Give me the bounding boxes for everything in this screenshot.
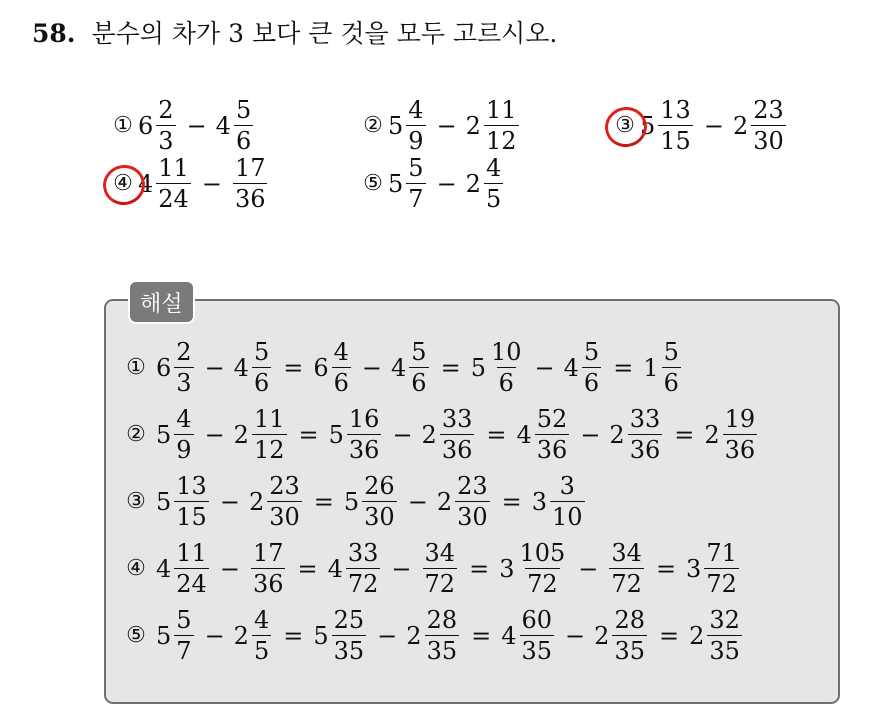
- numerator: 16: [348, 405, 380, 433]
- choice-4[interactable]: [108, 156, 269, 211]
- denominator: 5: [253, 637, 270, 665]
- denominator: 35: [426, 637, 458, 665]
- whole-number: 3: [686, 554, 702, 583]
- fraction: [156, 98, 175, 153]
- fraction: [658, 98, 693, 153]
- numerator: 26: [364, 472, 395, 500]
- whole-number: 5: [388, 111, 404, 140]
- solution-row-2: [122, 407, 759, 462]
- whole-number: 4: [215, 111, 231, 140]
- numerator: 4: [253, 606, 270, 634]
- denominator: 6: [663, 369, 679, 397]
- numerator: 5: [583, 338, 600, 366]
- whole-number: 4: [327, 554, 343, 583]
- whole-number: 2: [704, 420, 720, 449]
- denominator: 35: [333, 637, 365, 665]
- fraction: [267, 474, 302, 529]
- solution-row-3: [122, 474, 587, 529]
- numerator: 4: [485, 154, 502, 182]
- numerator: 13: [660, 96, 691, 124]
- whole-number: 5: [313, 621, 329, 650]
- choice-3[interactable]: [610, 98, 788, 153]
- equals-sign: =: [283, 621, 304, 650]
- denominator: 30: [457, 503, 488, 531]
- numerator: 32: [709, 606, 740, 634]
- fraction: [252, 608, 271, 663]
- numerator: 34: [611, 539, 642, 567]
- solution-row-4: [122, 541, 741, 596]
- numerator: 52: [536, 405, 568, 433]
- equals-sign: =: [469, 554, 490, 583]
- denominator: 72: [424, 570, 456, 598]
- denominator: 36: [441, 436, 473, 464]
- minus-sign: −: [186, 111, 207, 140]
- whole-number: 6: [313, 353, 329, 382]
- fraction: [440, 407, 475, 462]
- denominator: 72: [706, 570, 737, 598]
- denominator: 9: [408, 127, 424, 155]
- whole-number: 2: [732, 111, 749, 140]
- fraction: [332, 608, 367, 663]
- fraction: [628, 407, 663, 462]
- solution-marker: ①: [126, 355, 146, 380]
- numerator: 4: [408, 96, 424, 124]
- numerator: 28: [426, 606, 458, 634]
- whole-number: 4: [156, 554, 172, 583]
- fraction: [489, 340, 524, 395]
- numerator: 4: [333, 338, 349, 366]
- denominator: 30: [269, 503, 300, 531]
- fraction: [662, 340, 681, 395]
- solution-marker: ④: [126, 556, 146, 581]
- numerator: 5: [411, 338, 427, 366]
- minus-sign: −: [204, 420, 225, 449]
- whole-number: 3: [499, 554, 515, 583]
- denominator: 12: [485, 127, 517, 155]
- equals-sign: =: [658, 621, 680, 650]
- solution-marker: ③: [126, 489, 146, 514]
- whole-number: 2: [609, 420, 625, 449]
- fraction: [233, 156, 268, 211]
- denominator: 30: [753, 127, 784, 155]
- fraction: [406, 156, 425, 211]
- fraction: [517, 541, 567, 596]
- denominator: 35: [709, 637, 740, 665]
- denominator: 10: [552, 503, 583, 531]
- numerator: 105: [519, 539, 566, 567]
- equals-sign: =: [471, 621, 492, 650]
- whole-number: 2: [436, 487, 453, 516]
- solution-row-1: [122, 340, 683, 395]
- numerator: 23: [753, 96, 784, 124]
- numerator: 11: [158, 154, 189, 182]
- equals-sign: =: [298, 420, 319, 449]
- minus-sign: −: [565, 621, 586, 650]
- denominator: 36: [536, 436, 568, 464]
- whole-number: 4: [563, 353, 579, 382]
- numerator: 5: [663, 338, 679, 366]
- whole-number: 5: [388, 169, 404, 198]
- whole-number: 4: [391, 353, 407, 382]
- numerator: 13: [176, 472, 207, 500]
- denominator: 24: [176, 570, 207, 598]
- fraction: [425, 608, 460, 663]
- whole-number: 3: [531, 487, 548, 516]
- whole-number: 2: [233, 621, 249, 650]
- denominator: 15: [660, 127, 691, 155]
- equals-sign: =: [283, 353, 304, 382]
- fraction: [406, 98, 425, 153]
- denominator: 72: [611, 570, 642, 598]
- denominator: 72: [347, 570, 379, 598]
- choice-2[interactable]: [358, 98, 521, 153]
- circled-choice-marker: ③: [610, 113, 640, 138]
- equals-sign: =: [501, 487, 522, 516]
- whole-number: 2: [689, 621, 705, 650]
- numerator: 23: [457, 472, 488, 500]
- numerator: 11: [176, 539, 207, 567]
- denominator: 6: [235, 127, 252, 155]
- denominator: 9: [176, 436, 192, 464]
- whole-number: 2: [594, 621, 610, 650]
- fraction: [174, 340, 193, 395]
- circled-choice-marker: ④: [108, 171, 138, 196]
- whole-number: 5: [640, 111, 656, 140]
- fraction: [252, 340, 271, 395]
- numerator: 25: [333, 606, 365, 634]
- whole-number: 2: [233, 420, 249, 449]
- fraction: [723, 407, 758, 462]
- fraction: [347, 407, 382, 462]
- numerator: 33: [629, 405, 661, 433]
- whole-number: 2: [465, 111, 481, 140]
- numerator: 2: [176, 338, 192, 366]
- fraction: [423, 541, 458, 596]
- numerator: 4: [176, 405, 192, 433]
- fraction: [332, 340, 351, 395]
- minus-sign: −: [204, 621, 225, 650]
- minus-sign: −: [534, 353, 555, 382]
- fraction: [455, 474, 490, 529]
- whole-number: 4: [516, 420, 532, 449]
- numerator: 5: [176, 606, 192, 634]
- whole-number: 5: [470, 353, 486, 382]
- denominator: 7: [408, 185, 424, 213]
- denominator: 36: [252, 570, 284, 598]
- solution-marker: ⑤: [126, 623, 146, 648]
- solution-marker: ②: [126, 422, 146, 447]
- minus-sign: −: [436, 111, 457, 140]
- denominator: 72: [527, 570, 558, 598]
- denominator: 35: [521, 637, 553, 665]
- numerator: 34: [424, 539, 456, 567]
- minus-sign: −: [204, 353, 225, 382]
- minus-sign: −: [703, 111, 724, 140]
- question-text: 분수의 차가 3 보다 큰 것을 모두 고르시오.: [91, 19, 558, 48]
- minus-sign: −: [578, 554, 599, 583]
- numerator: 10: [490, 338, 522, 366]
- choice-marker: ⑤: [363, 171, 383, 196]
- fraction: [751, 98, 786, 153]
- whole-number: 4: [138, 169, 154, 198]
- minus-sign: −: [219, 554, 240, 583]
- fraction: [704, 541, 739, 596]
- whole-number: 5: [156, 487, 172, 516]
- whole-number: 2: [406, 621, 422, 650]
- denominator: 3: [176, 369, 192, 397]
- fraction: [612, 608, 647, 663]
- denominator: 36: [629, 436, 661, 464]
- denominator: 24: [158, 185, 189, 213]
- fraction: [484, 98, 519, 153]
- fraction: [252, 407, 287, 462]
- denominator: 7: [176, 637, 192, 665]
- whole-number: 2: [248, 487, 265, 516]
- question-number: 58.: [32, 19, 76, 48]
- minus-sign: −: [436, 169, 457, 198]
- solution-row-5: [122, 608, 744, 663]
- denominator: 36: [348, 436, 380, 464]
- fraction: [609, 541, 644, 596]
- denominator: 30: [364, 503, 395, 531]
- equals-sign: =: [655, 554, 677, 583]
- numerator: 17: [234, 154, 266, 182]
- minus-sign: −: [377, 621, 398, 650]
- choice-marker: ①: [113, 113, 133, 138]
- minus-sign: −: [201, 169, 222, 198]
- fraction: [234, 98, 253, 153]
- fraction: [707, 608, 742, 663]
- numerator: 28: [614, 606, 645, 634]
- fraction: [362, 474, 397, 529]
- fraction: [535, 407, 570, 462]
- solution-label: 해설: [128, 280, 195, 324]
- minus-sign: −: [361, 353, 383, 382]
- fraction: [251, 541, 286, 596]
- equals-sign: =: [486, 420, 507, 449]
- whole-number: 6: [138, 111, 154, 140]
- fraction: [174, 608, 193, 663]
- denominator: 6: [333, 369, 349, 397]
- fraction: [156, 156, 191, 211]
- numerator: 5: [408, 154, 424, 182]
- denominator: 36: [234, 185, 266, 213]
- denominator: 35: [614, 637, 645, 665]
- numerator: 5: [253, 338, 270, 366]
- denominator: 6: [411, 369, 427, 397]
- denominator: 12: [253, 436, 285, 464]
- fraction: [582, 340, 601, 395]
- numerator: 2: [158, 96, 174, 124]
- numerator: 33: [347, 539, 379, 567]
- numerator: 33: [441, 405, 473, 433]
- question-title: [32, 14, 557, 50]
- whole-number: 4: [233, 353, 249, 382]
- numerator: 60: [521, 606, 553, 634]
- fraction: [520, 608, 555, 663]
- minus-sign: −: [580, 420, 601, 449]
- equals-sign: =: [313, 487, 334, 516]
- denominator: 6: [583, 369, 600, 397]
- whole-number: 5: [156, 420, 172, 449]
- fraction: [174, 474, 209, 529]
- denominator: 6: [498, 369, 514, 397]
- fraction: [346, 541, 381, 596]
- equals-sign: =: [613, 353, 634, 382]
- numerator: 3: [559, 472, 575, 500]
- numerator: 71: [706, 539, 737, 567]
- denominator: 3: [158, 127, 174, 155]
- choice-1[interactable]: [108, 98, 255, 153]
- numerator: 5: [235, 96, 252, 124]
- numerator: 11: [485, 96, 517, 124]
- equals-sign: =: [440, 353, 461, 382]
- whole-number: 5: [156, 621, 172, 650]
- fraction: [409, 340, 428, 395]
- whole-number: 5: [343, 487, 360, 516]
- denominator: 15: [176, 503, 207, 531]
- whole-number: 2: [465, 169, 481, 198]
- minus-sign: −: [391, 554, 412, 583]
- numerator: 23: [269, 472, 300, 500]
- numerator: 19: [724, 405, 756, 433]
- equals-sign: =: [297, 554, 318, 583]
- denominator: 6: [253, 369, 270, 397]
- whole-number: 1: [643, 353, 659, 382]
- minus-sign: −: [392, 420, 413, 449]
- denominator: 5: [485, 185, 502, 213]
- numerator: 11: [253, 405, 285, 433]
- whole-number: 5: [328, 420, 344, 449]
- choice-marker: ②: [363, 113, 383, 138]
- numerator: 17: [252, 539, 284, 567]
- whole-number: 6: [156, 353, 172, 382]
- denominator: 36: [724, 436, 756, 464]
- whole-number: 4: [501, 621, 517, 650]
- minus-sign: −: [219, 487, 240, 516]
- fraction: [550, 474, 585, 529]
- fraction: [484, 156, 503, 211]
- choice-5[interactable]: [358, 156, 505, 211]
- equals-sign: =: [674, 420, 695, 449]
- minus-sign: −: [407, 487, 428, 516]
- whole-number: 2: [421, 420, 437, 449]
- fraction: [174, 407, 193, 462]
- fraction: [174, 541, 209, 596]
